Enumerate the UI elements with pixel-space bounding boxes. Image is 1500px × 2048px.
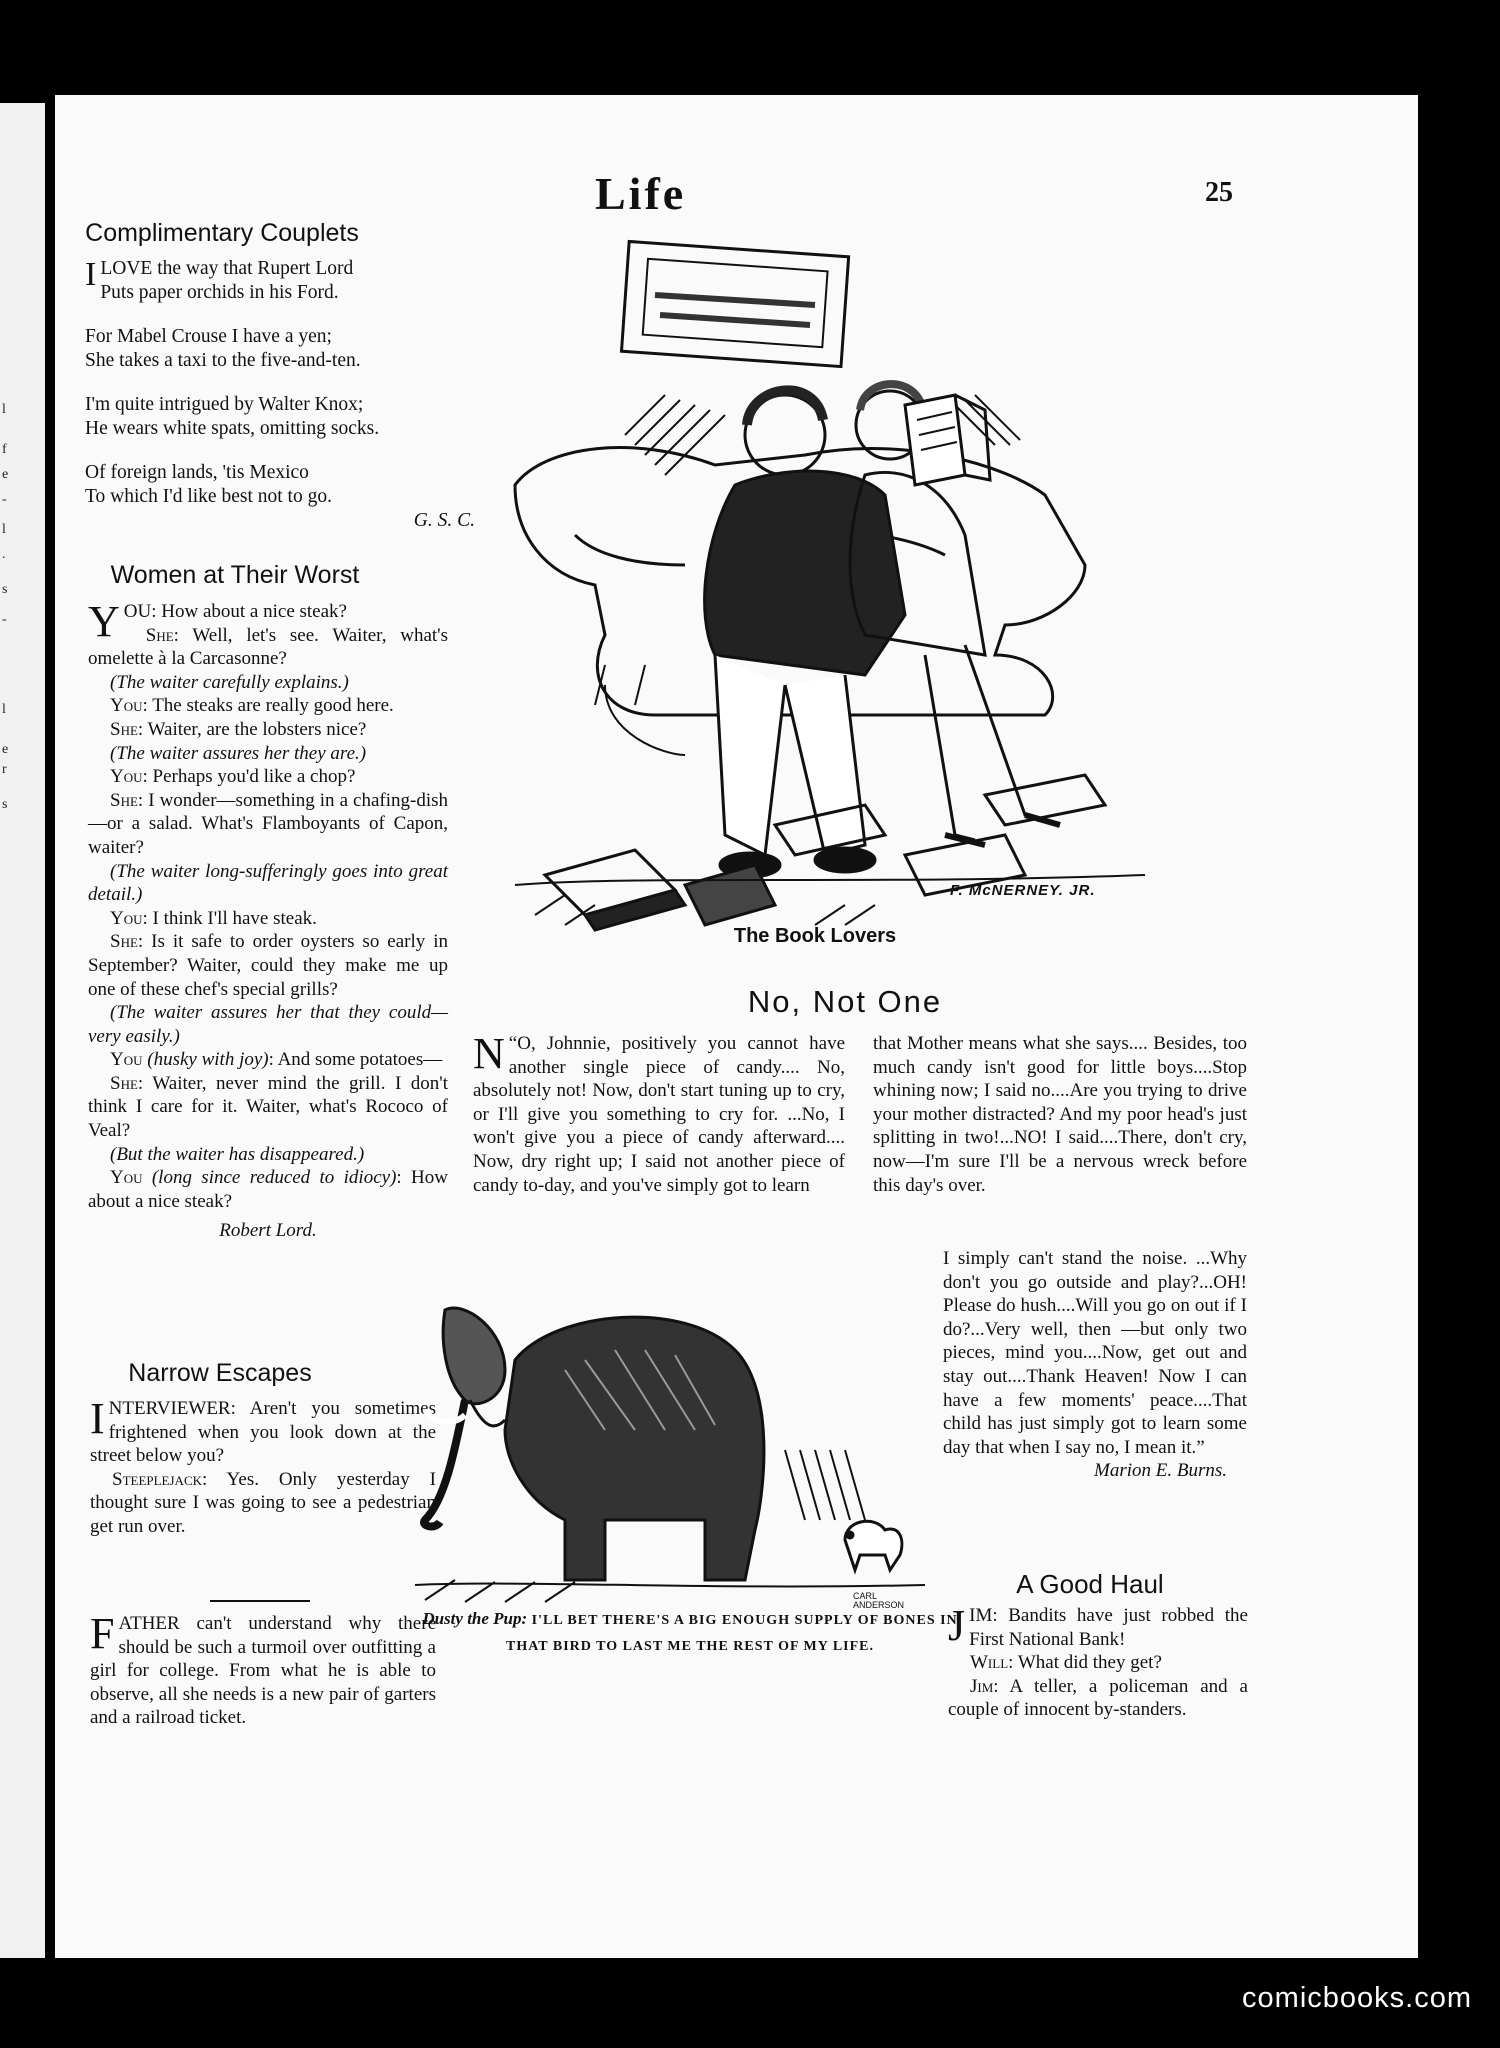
poem-line: To which I'd like best not to go. xyxy=(85,486,332,507)
speaker: Will: xyxy=(970,1652,1014,1674)
signature: Robert Lord. xyxy=(219,1220,317,1242)
speaker: You xyxy=(110,1167,143,1189)
caption-text: I'LL BET THERE'S A BIG ENOUGH SUPPLY OF BONES IN THAT BIRD TO LAST ME THE REST OF MY LIFE. xyxy=(505,1613,958,1654)
women-title: Women at Their Worst xyxy=(110,561,360,589)
left-page-fragment: l xyxy=(2,522,6,537)
speaker: She: xyxy=(110,789,144,811)
couplets-poem xyxy=(85,257,515,533)
speaker: She: xyxy=(110,718,144,740)
stage-direction: (long since reduced to idiocy) xyxy=(142,1167,397,1189)
women-dialogue xyxy=(88,597,448,1243)
line: How about a nice steak? xyxy=(156,601,347,622)
line: : And some potatoes— xyxy=(268,1049,443,1071)
line: Waiter, never mind the grill. I don't think I care for it. Waiter, what's Rococo of Veal? xyxy=(88,1072,448,1142)
elephant-artist-signature: CARL ANDERSON xyxy=(853,1591,905,1610)
elephant-caption xyxy=(407,1601,973,1659)
paragraph: why there should be such a turmoil over outfitting a girl for college. From what he is able to observe, all she needs is a new pair of garters and a railroad ticket. xyxy=(90,1613,436,1729)
line: I wonder—something in a chafing-dish—or a salad. What's Flamboyants of Capon, waiter? xyxy=(88,789,448,858)
stage-direction: (The waiter assures her they are.) xyxy=(110,742,367,764)
caption-speaker: Dusty the Pup: xyxy=(422,1609,528,1628)
speaker: You: xyxy=(110,907,148,929)
stage-direction: (But the waiter has disappeared.) xyxy=(110,1143,365,1165)
speaker: You: xyxy=(110,695,148,717)
dropcap: F xyxy=(90,1609,115,1658)
line: Well, let's see. Waiter, what's omelette à la Carcasonne? xyxy=(88,624,448,670)
page-number: 25 xyxy=(1205,177,1233,208)
book-lovers-illustration xyxy=(485,235,1265,1005)
signature: G. S. C. xyxy=(413,510,475,531)
left-page-fragment: - xyxy=(2,492,7,507)
speaker: Steeplejack: xyxy=(112,1468,208,1490)
speaker: She: xyxy=(145,624,179,646)
lead-in: NTERVIEWER: Aren't xyxy=(108,1398,297,1419)
poem-line: She takes a taxi to the five-and-ten. xyxy=(85,350,361,371)
poem-line: He wears white spats, omitting socks. xyxy=(85,418,380,439)
speaker: You: xyxy=(110,766,148,788)
line: Waiter, are the lobsters nice? xyxy=(143,718,367,740)
dropcap: Y xyxy=(88,597,120,646)
magazine-page xyxy=(55,95,1418,1958)
left-page-fragment: - xyxy=(2,612,7,627)
line: Bandits have just robbed the First National Bank! xyxy=(969,1605,1248,1650)
left-page-fragment: . xyxy=(2,547,6,562)
elephant-illustration xyxy=(405,1290,945,1610)
left-page-fragment: e xyxy=(2,742,9,757)
watermark: comicbooks.com xyxy=(1242,1982,1472,2014)
line: : How about a nice steak? xyxy=(88,1167,448,1212)
speaker: IM: xyxy=(969,1605,998,1626)
couplets-title: Complimentary Couplets xyxy=(85,219,359,247)
poem-line: Of foreign lands, 'tis Mexico xyxy=(85,462,309,483)
left-page-fragment: r xyxy=(2,762,7,777)
stage-direction: (husky with joy) xyxy=(142,1049,269,1071)
dropcap: J xyxy=(948,1601,966,1650)
narrow-title: Narrow Escapes xyxy=(128,1359,312,1387)
masthead: Life xyxy=(595,168,687,219)
line: I think I'll have steak. xyxy=(147,907,317,929)
stage-direction: (The waiter long-sufferingly goes into great detail.) xyxy=(88,860,448,906)
line: A teller, a policeman and a couple of innocent by-standers. xyxy=(948,1675,1248,1721)
line: Is it safe to order oysters so early in September? Waiter, could they make me up one of these chef's special grills? xyxy=(88,931,448,1000)
stage-direction: (The waiter carefully explains.) xyxy=(110,671,349,693)
poem-line: For Mabel Crouse I have a yen; xyxy=(85,326,332,347)
paragraph: O, Johnnie, positively you cannot have another single piece of candy.... No, absolutely not! Now, don't start tuning up to cry, or I'll give you something to cry for. ...No, I won't give you a piece of candy afterward.... Now, dry right up; I said not another piece of candy to-day, and you've simply got to learn xyxy=(473,1033,845,1196)
left-page-fragment: e xyxy=(2,467,9,482)
narrow-text xyxy=(90,1394,436,1539)
line: Perhaps you'd like a chop? xyxy=(147,766,356,788)
no-not-one-title: No, Not One xyxy=(747,984,943,1019)
speaker: She: xyxy=(110,931,144,953)
poem-line: I'm quite intrigued by Walter Knox; xyxy=(85,394,364,415)
book-lovers-caption: The Book Lovers xyxy=(733,925,897,947)
book-lovers-artist-signature: F. McNERNEY. JR. xyxy=(950,882,1096,899)
dropcap: N xyxy=(473,1029,505,1078)
left-page-fragment: s xyxy=(2,797,8,812)
haul-text xyxy=(948,1601,1248,1722)
poem-line: LOVE the way that Rupert Lord xyxy=(100,258,354,279)
left-page-fragment: l xyxy=(2,402,6,417)
no-not-one-column-3 xyxy=(943,1247,1247,1483)
paragraph: Yes. Only yesterday I thought sure I was going to see a pedestrian get run over. xyxy=(90,1468,436,1537)
dropcap: I xyxy=(85,256,97,293)
no-not-one-column-2: that Mother means what she says.... Besides, too much candy isn't good for little boys....Stop whining now; I said no....Are you trying to drive your mother distracted? And my poor head's just splitting in two!...NO! I said....There, don't cry, now—I'm sure I'll be a nervous wreck before this day's over. xyxy=(873,1033,1247,1196)
left-page-fragment: f xyxy=(2,442,7,457)
left-page-edge xyxy=(0,103,45,1958)
divider-rule xyxy=(210,1600,310,1602)
speaker: She: xyxy=(110,1072,144,1094)
left-page-fragment: s xyxy=(2,582,8,597)
paragraph: I simply can't stand the noise. ...Why don't you go outside and play?...OH! Please do hush....Will you go on out if I do?...Very well, then —but only two pieces, mind you....Now, get out and stay out....Thank Heaven! Now I can have a few moments' peace....That child has just simply got to learn some day that when I say no, I mean it.” xyxy=(943,1248,1247,1458)
speaker: You xyxy=(110,1049,143,1071)
haul-title: A Good Haul xyxy=(1016,1569,1164,1599)
paragraph: you sometimes frightened when you look down at the street below you? xyxy=(90,1398,436,1467)
speaker: OU: xyxy=(123,601,157,622)
dropcap: I xyxy=(90,1394,105,1443)
signature: Marion E. Burns. xyxy=(1094,1460,1227,1482)
left-page-fragment: l xyxy=(2,702,6,717)
no-not-one-column-1 xyxy=(473,1029,845,1197)
open-quote: “ xyxy=(508,1033,518,1054)
lead-in: ATHER can't understand xyxy=(118,1613,332,1634)
poem-line: Puts paper orchids in his Ford. xyxy=(100,282,339,303)
father-text xyxy=(90,1609,436,1730)
stage-direction: (The waiter assures her that they could—very easily.) xyxy=(88,1002,448,1047)
line: What did they get? xyxy=(1013,1652,1162,1674)
line: The steaks are really good here. xyxy=(147,695,394,717)
speaker: Jim: xyxy=(970,1675,999,1697)
